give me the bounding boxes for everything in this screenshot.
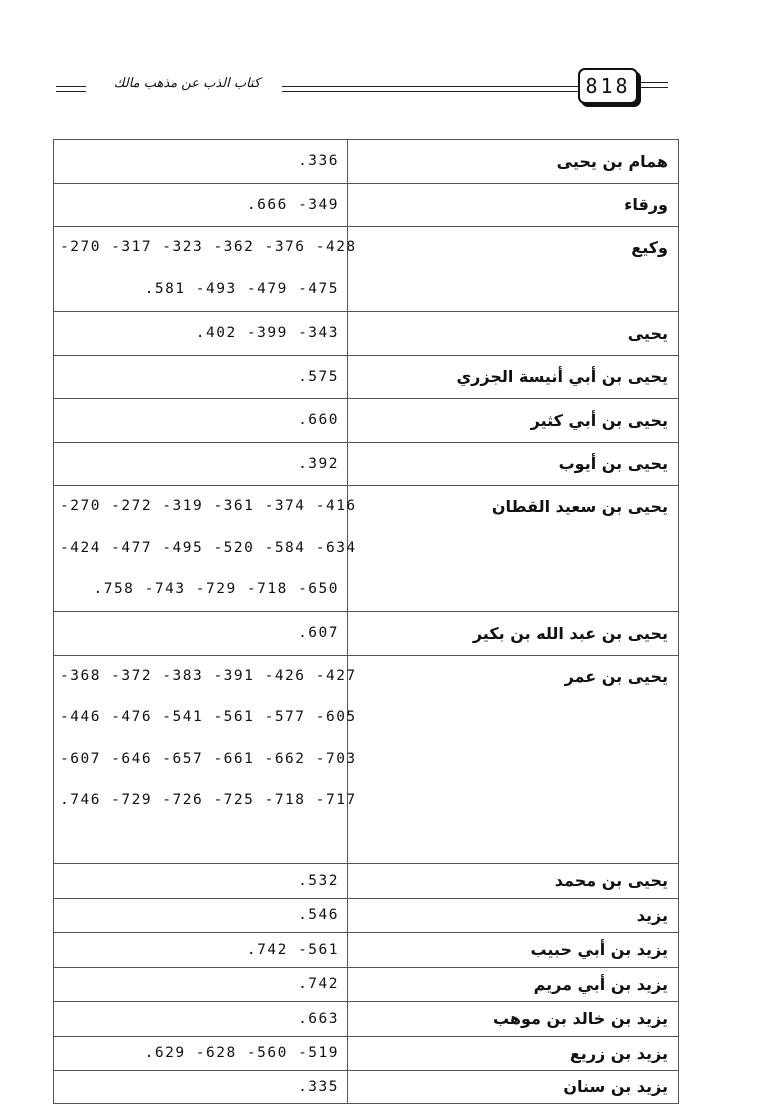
- page-reference-line: .746 -729 -726 -725 -718 -717: [60, 792, 357, 808]
- narrator-name: يحيى بن عمر: [348, 655, 679, 863]
- narrator-name: ورقاء: [348, 184, 679, 227]
- table-row: [54, 863, 679, 898]
- narrator-name: همام بن يحيى: [348, 140, 679, 184]
- table-row: [54, 312, 679, 356]
- table-row: [54, 611, 679, 655]
- narrator-name: يحيى بن محمد: [348, 863, 679, 898]
- narrator-name: يزيد: [348, 898, 679, 932]
- header-rule-right: [640, 87, 668, 88]
- header-rule-right: [640, 82, 668, 83]
- table-row: [54, 898, 679, 932]
- page-reference-line: .663: [298, 1010, 339, 1027]
- table-row: [54, 486, 679, 612]
- table-row: [54, 655, 679, 863]
- table-row: [54, 443, 679, 486]
- narrator-name: يزيد بن خالد بن موهب: [348, 1001, 679, 1036]
- page-references: [54, 399, 348, 443]
- page-references: [54, 611, 348, 655]
- table-row: [54, 1070, 679, 1103]
- page-reference-line: -368 -372 -383 -391 -426 -427: [60, 667, 357, 684]
- page-reference-line: .392: [298, 456, 339, 472]
- page-references: [54, 486, 357, 612]
- page-references: [54, 356, 348, 399]
- page-reference-line: -270 -272 -319 -361 -374 -416: [60, 498, 357, 514]
- table-row: [54, 227, 679, 312]
- page-references: [54, 227, 357, 312]
- page-reference-line: .546: [298, 906, 339, 923]
- header-rule-left: [56, 86, 86, 87]
- narrator-name: وكيع: [348, 227, 679, 312]
- page-reference-line: -607 -646 -657 -661 -662 -703: [60, 750, 357, 767]
- narrator-name: يحيى بن سعيد القطان: [348, 486, 679, 612]
- page-references: [54, 967, 348, 1001]
- page-header: [0, 0, 760, 120]
- page-reference-line: .335: [298, 1078, 339, 1095]
- page-reference-line: .660: [298, 412, 339, 428]
- page-references: [54, 1001, 348, 1036]
- narrator-name: يزيد بن سنان: [348, 1070, 679, 1103]
- book-title: كتاب الذب عن مذهب مالك: [113, 76, 261, 91]
- page-reference-line: .742: [298, 975, 339, 992]
- page-reference-line: -446 -476 -541 -561 -577 -605: [60, 709, 357, 725]
- page-reference-line: .629 -628 -560 -519: [144, 1044, 339, 1061]
- page-reference-line: .402 -399 -343: [195, 325, 339, 341]
- header-rule-left: [56, 91, 86, 92]
- page-number: 818: [578, 68, 638, 104]
- page-reference-line: .336: [298, 153, 339, 169]
- page-reference-line: .575: [298, 369, 339, 385]
- page-references: [54, 1070, 348, 1103]
- page-reference-line: -270 -317 -323 -362 -376 -428: [60, 239, 357, 255]
- page-reference-line: -424 -477 -495 -520 -584 -634: [60, 539, 357, 556]
- narrator-name: يحيى: [348, 312, 679, 356]
- page-references: [54, 655, 357, 863]
- table-row: [54, 184, 679, 227]
- page-references: [54, 443, 348, 486]
- header-rule-middle: [282, 91, 578, 92]
- narrator-name: يحيى بن أبي كثير: [348, 399, 679, 443]
- header-rule-middle: [282, 86, 578, 87]
- narrator-name: يحيى بن عبد الله بن بكير: [348, 611, 679, 655]
- page-reference-line: .607: [298, 624, 339, 641]
- narrator-name: يزيد بن أبي حبيب: [348, 932, 679, 967]
- page-reference-line: .742 -561: [246, 941, 339, 958]
- page-reference-line: .758 -743 -729 -718 -650: [93, 581, 339, 597]
- page-references: [54, 898, 348, 932]
- narrator-name: يحيى بن أيوب: [348, 443, 679, 486]
- table-row: [54, 1036, 679, 1070]
- table-row: [54, 140, 679, 184]
- table-row: [54, 932, 679, 967]
- index-table: [53, 139, 679, 1104]
- page-reference-line: .532: [298, 872, 339, 889]
- page-reference-line: .581 -493 -479 -475: [144, 280, 339, 297]
- page-reference-line: .666 -349: [246, 197, 339, 213]
- page-references: [54, 184, 348, 227]
- page-references: [54, 1036, 348, 1070]
- narrator-name: يزيد بن زريع: [348, 1036, 679, 1070]
- table-row: [54, 1001, 679, 1036]
- page-references: [54, 312, 348, 356]
- table-row: [54, 399, 679, 443]
- page-references: [54, 932, 348, 967]
- table-row: [54, 967, 679, 1001]
- table-row: [54, 356, 679, 399]
- narrator-name: يزيد بن أبي مريم: [348, 967, 679, 1001]
- narrator-name: يحيى بن أبي أنيسة الجزري: [348, 356, 679, 399]
- page-references: [54, 140, 348, 184]
- page-references: [54, 863, 348, 898]
